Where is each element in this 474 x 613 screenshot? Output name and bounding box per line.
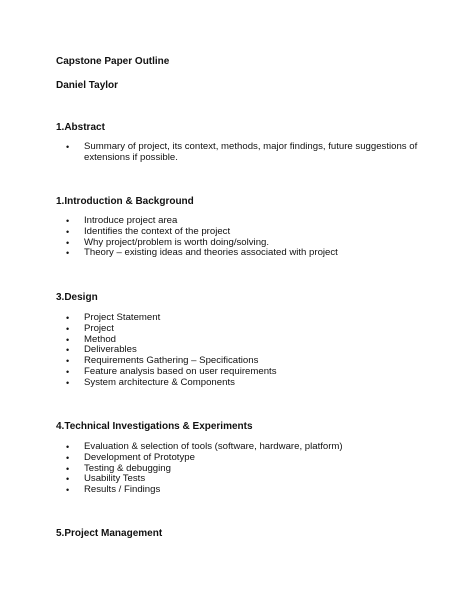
bullet-icon: • xyxy=(66,142,70,152)
list-item-text: Summary of project, its context, methods, major findings, future suggestions of extensions if possible. xyxy=(84,141,418,163)
section-list-design xyxy=(60,313,277,389)
list-item-text: Why project/problem is worth doing/solving. xyxy=(84,236,270,248)
list-item-text: Project Statement xyxy=(84,312,161,323)
bullet-icon: • xyxy=(66,474,70,485)
bullet-icon: • xyxy=(66,485,70,496)
list-item-text: Requirements Gathering – Specifications xyxy=(84,355,259,367)
section-list-abstract xyxy=(60,142,424,164)
section-heading-project-management: 5.Project Management xyxy=(56,528,163,539)
list-item-text: Project xyxy=(84,322,114,334)
list-item-text: Testing & debugging xyxy=(84,462,171,474)
bullet-icon: • xyxy=(66,442,70,452)
bullet-icon: • xyxy=(66,226,70,237)
section-heading-introduction: 1.Introduction & Background xyxy=(56,196,194,207)
bullet-icon: • xyxy=(66,334,70,345)
list-item xyxy=(60,142,424,164)
list-item-text: Feature analysis based on user requirements xyxy=(84,365,277,377)
bullet-icon: • xyxy=(66,237,70,248)
list-item-text: System architecture & Components xyxy=(84,376,235,388)
list-item-text: Identifies the context of the project xyxy=(84,225,231,237)
bullet-icon: • xyxy=(66,356,70,367)
section-heading-abstract: 1.Abstract xyxy=(56,122,105,133)
list-item-text: Development of Prototype xyxy=(84,451,195,463)
section-heading-technical-investigations: 4.Technical Investigations & Experiments xyxy=(56,421,253,432)
section-heading-design: 3.Design xyxy=(56,292,98,303)
bullet-icon: • xyxy=(66,345,70,356)
list-item-text: Method xyxy=(84,333,116,345)
bullet-icon: • xyxy=(66,216,70,226)
list-item-text: Theory – existing ideas and theories associated with project xyxy=(84,247,338,259)
list-item xyxy=(60,485,343,496)
bullet-icon: • xyxy=(66,323,70,334)
bullet-icon: • xyxy=(66,463,70,474)
list-item xyxy=(60,378,277,389)
list-item xyxy=(60,248,338,259)
document-title: Capstone Paper Outline xyxy=(56,56,170,67)
bullet-icon: • xyxy=(66,377,70,388)
bullet-icon: • xyxy=(66,313,70,323)
bullet-icon: • xyxy=(66,248,70,259)
section-list-technical-investigations xyxy=(60,442,343,496)
list-item-text: Evaluation & selection of tools (software, hardware, platform) xyxy=(84,441,343,452)
list-item-text: Results / Findings xyxy=(84,484,161,496)
bullet-icon: • xyxy=(66,452,70,463)
list-item-text: Usability Tests xyxy=(84,473,146,485)
section-list-introduction xyxy=(60,216,338,259)
bullet-icon: • xyxy=(66,366,70,377)
list-item-text: Introduce project area xyxy=(84,215,178,226)
document-author: Daniel Taylor xyxy=(56,80,119,91)
list-item-text: Deliverables xyxy=(84,344,137,356)
